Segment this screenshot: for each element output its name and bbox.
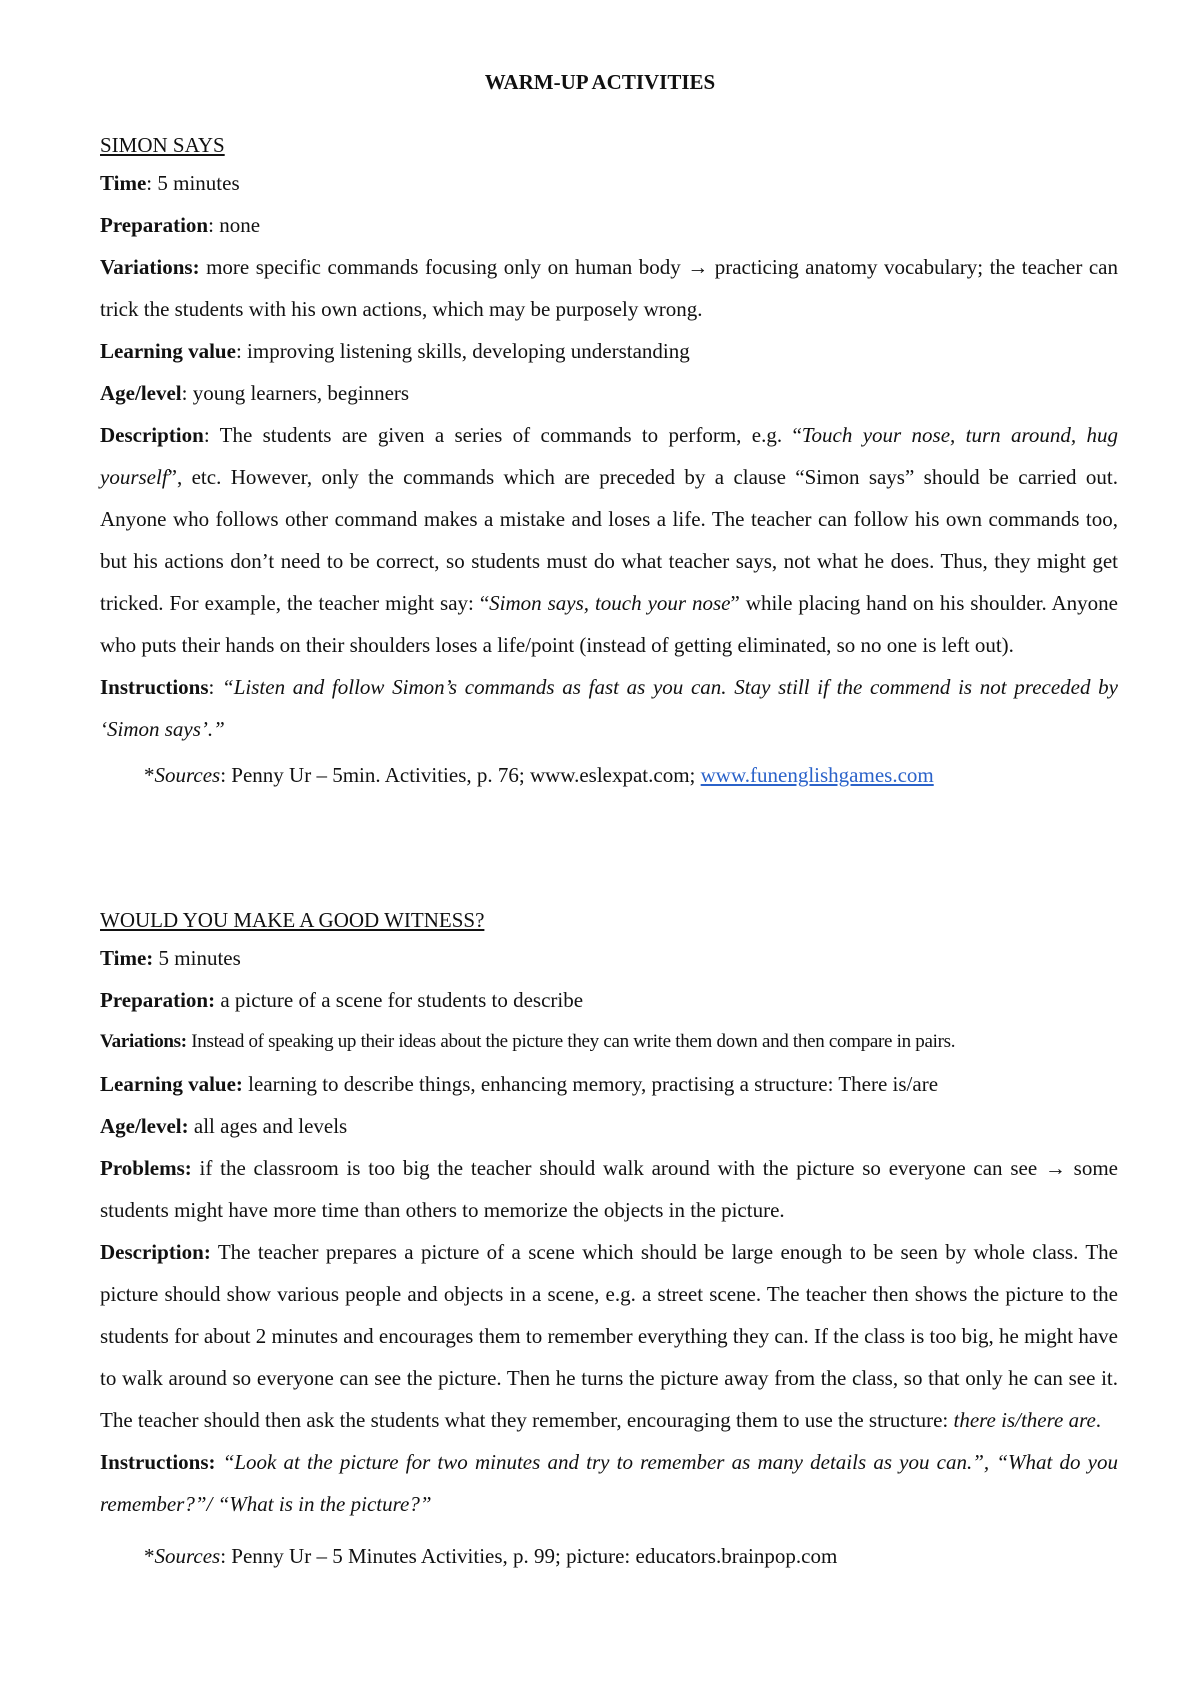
instructions-value: “Listen and follow Simon’s commands as fast as you can. Stay still if the commend is not preceded by ‘Simon says’.” (100, 675, 1118, 741)
sources-link[interactable]: www.funenglishgames.com (700, 763, 934, 787)
time-label: Time: (100, 946, 154, 970)
age-level-label: Age/level: (100, 1114, 189, 1138)
instructions-separator (216, 1450, 223, 1474)
age-level-field (100, 372, 1118, 414)
learning-value-value: learning to describe things, enhancing memory, practising a structure: There is/are (242, 1072, 939, 1096)
sources-line (100, 754, 1118, 796)
instructions-field (100, 666, 1118, 750)
variations-field (100, 246, 1118, 330)
age-level-field (100, 1105, 1118, 1147)
learning-value-label: Learning value: (100, 1072, 243, 1096)
description-label: Description: (100, 1240, 211, 1264)
activity-heading: WOULD YOU MAKE A GOOD WITNESS? (100, 908, 485, 932)
description-text: . (1095, 1408, 1102, 1432)
variations-value: more specific commands focusing only on human body → practicing anatomy vocabulary; the teacher can trick the students with his own actions, which may be purposely wrong. (100, 255, 1118, 321)
age-level-value: all ages and levels (188, 1114, 348, 1138)
age-level-label: Age/level (100, 381, 182, 405)
description-text: The teacher prepares a picture of a scene which should be large enough to be seen by whole class. The picture should show various people and objects in a scene, e.g. a street scene. The teacher then shows the picture to the students for about 2 minutes and encourages them to remember everything they can. If the class is too big, he might have to walk around so everyone can see the picture. Then he turns the picture away from the class, so that only he can see it. The teacher should then ask the students what they remember, encouraging them to use the structure: (100, 1240, 1118, 1432)
description-label: Description (100, 423, 204, 447)
sources-label: Sources (154, 763, 221, 787)
age-level-value: : young learners, beginners (181, 381, 410, 405)
description-field (100, 414, 1118, 666)
variations-field (100, 1021, 1118, 1063)
sources-star: * (144, 763, 155, 787)
time-value: 5 minutes (153, 946, 241, 970)
description-example-1: there is/there are (953, 1408, 1096, 1432)
description-example-2: Simon says, touch your nose (489, 591, 731, 615)
variations-value: Instead of speaking up their ideas about the picture they can write them down and then compare in pairs. (186, 1031, 956, 1052)
learning-value-label: Learning value (100, 339, 236, 363)
description-text: ” while placing hand on his shoulder. Anyone who puts their hands on their shoulders loses a life/point (instead of getting eliminated, so no one is left out). (100, 591, 1118, 657)
page-title: WARM-UP ACTIVITIES (484, 70, 716, 94)
activity-heading: SIMON SAYS (100, 133, 225, 157)
instructions-field (100, 1441, 1118, 1525)
time-field (100, 162, 1118, 204)
description-text: : The students are given a series of commands to perform, e.g. “ (203, 423, 802, 447)
variations-label: Variations: (100, 1031, 187, 1052)
learning-value-field (100, 330, 1118, 372)
preparation-value: : none (208, 213, 261, 237)
instructions-value: “Look at the picture for two minutes and try to remember as many details as you can.”, “What do you remember?”/ “What is in the picture?” (100, 1450, 1118, 1516)
learning-value-value: : improving listening skills, developing understanding (235, 339, 690, 363)
preparation-field (100, 979, 1118, 1021)
preparation-label: Preparation: (100, 988, 216, 1012)
sources-text: : Penny Ur – 5min. Activities, p. 76; www.eslexpat.com; (220, 763, 701, 787)
variations-label: Variations: (100, 255, 200, 279)
problems-label: Problems: (100, 1156, 192, 1180)
instructions-label: Instructions (100, 675, 209, 699)
activity-good-witness (100, 903, 1118, 1577)
sources-text: : Penny Ur – 5 Minutes Activities, p. 99; picture: educators.brainpop.com (220, 1544, 838, 1568)
instructions-separator: : (208, 675, 223, 699)
time-label: Time (100, 171, 147, 195)
problems-field (100, 1147, 1118, 1231)
preparation-value: a picture of a scene for students to describe (215, 988, 584, 1012)
preparation-field (100, 204, 1118, 246)
instructions-label: Instructions: (100, 1450, 216, 1474)
description-text: ”, etc. However, only the commands which are preceded by a clause “Simon says” should be carried out. Anyone who follows other command makes a mistake and loses a life. The teacher can follow his own commands too, but his actions don’t need to be correct, so students must do what teacher says, not what he does. Thus, they might get tricked. For example, the teacher might say: “ (100, 465, 1118, 615)
learning-value-field (100, 1063, 1118, 1105)
sources-label: Sources (154, 1544, 221, 1568)
preparation-label: Preparation (100, 213, 209, 237)
problems-value: if the classroom is too big the teacher should walk around with the picture so everyone can see → some students might have more time than others to memorize the objects in the picture. (100, 1156, 1118, 1222)
sources-line (100, 1535, 1118, 1577)
time-value: : 5 minutes (146, 171, 240, 195)
description-example-1: Touch your nose, turn around, hug yourself (100, 423, 1118, 489)
activity-simon-says (100, 128, 1118, 796)
time-field (100, 937, 1118, 979)
sources-star: * (144, 1544, 155, 1568)
description-field (100, 1231, 1118, 1441)
